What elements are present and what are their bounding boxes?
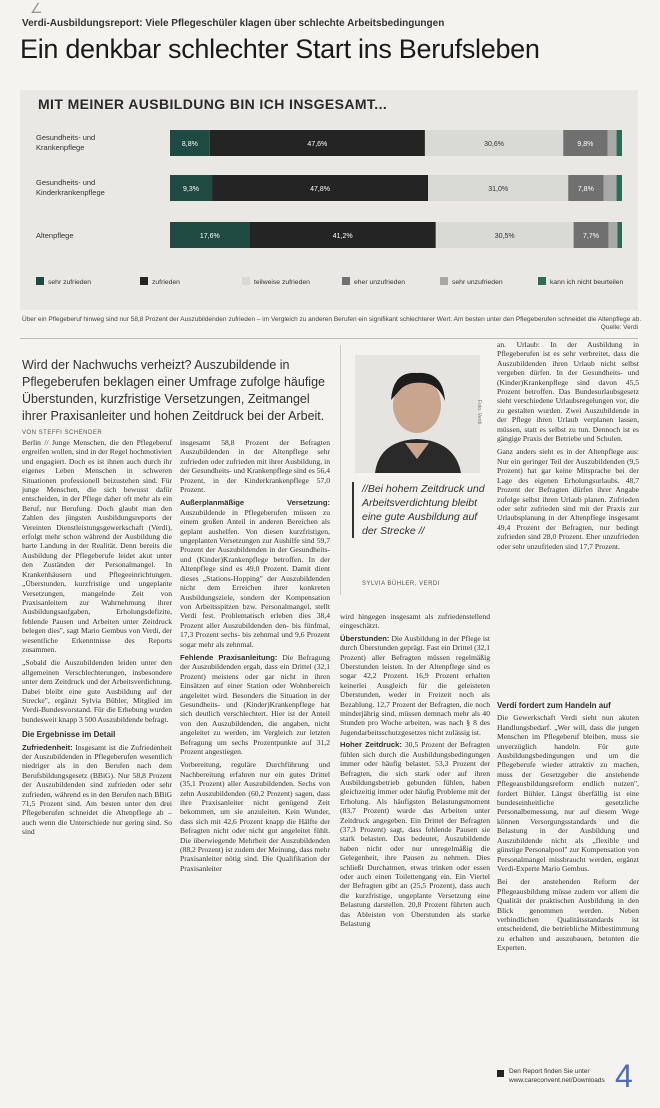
- paragraph: [180, 653, 330, 756]
- pull-quote: //Bei hohem Zeitdruck und Arbeitsverdichtung bleibt eine gute Ausbildung auf der Strecke //: [352, 482, 492, 538]
- bar-segment: [603, 175, 616, 201]
- paragraph-label: Zufriedenheit:: [22, 742, 73, 752]
- category-label: Altenpflege: [36, 231, 74, 240]
- subheading: Verdi fordert zum Handeln auf: [497, 701, 611, 710]
- legend-label: sehr zufrieden: [48, 279, 92, 286]
- paragraph-label: Außerplanmäßige Versetzung:: [180, 498, 330, 508]
- legend-swatch: [140, 277, 148, 285]
- paragraph-label: Fehlende Praxisanleitung:: [180, 652, 278, 662]
- data-label: 9,8%: [577, 141, 594, 148]
- paragraph: Berlin // Junge Menschen, die den Pflegeberuf ergreifen wollen, sind in der Regel hochmotiviert und engagiert. Doch es ist ihnen auch durch ihr eigenes Leben Menschen in schweren Situationen professionell beizustehen sind. Für junge Menschen, die sich bewusst dafür entscheiden, in der Pflege daher oft mehr als ein Beruf, nur Berufung. Doch glaubt man den Zahlen des jüngsten Ausbildungsreports der Vereinten Dienstleistungsgewerkschaft (Verdi), erfolgt mehr schon während der Ausbildung die harte Landung in der Realität. Denn bereits die Ausbildung der Pflegeberufe leidet akut unter den Zuständen der Personalmangel. In Krankenhäusern und Pflegeeinrichtungen. „Überstunden, kurzfristige und ungeplante Versetzungen, mangelnde Zeit von Praxisanleitern zur Wahrnehmung ihrer Ausbildungsaufgaben, Erholungsdefizite, fehlende Pausen und Arbeiten unter Zeitdruck belegen dies", sagt Mario Gembus von Verdi, der wesentliche Erkenntnisse des Reports zusammen.: [22, 438, 172, 654]
- page-number: 4: [615, 1058, 633, 1094]
- subheading: Die Ergebnisse im Detail: [22, 730, 116, 740]
- paragraph: Ganz anders sieht es in der Altenpflege aus: Nur ein geringer Teil der Auszubildenden (9,5 Prozent) hat gar keine Mitsprache bei der Lage des eigenen Erholungsurlaubs. 48,7 Prozent der Befragten dürfen ihrer Angabe zufolge selbst ihren Urlaub planen. Zufrieden oder sehr zufrieden sind mit der Praxis zur Urlaubsplanung in der Altenpflege insgesamt 49,4 Prozent der Befragten, nur bedingt zufrieden sind 28,0 Prozent. Eher unzufrieden oder sehr unzufrieden sind 17,7 Prozent.: [497, 447, 639, 551]
- category-label: Gesundheits- und Krankenpflege: [36, 133, 96, 152]
- legend-label: kann ich nicht beurteilen: [550, 279, 624, 286]
- article-column-2: [180, 438, 330, 1078]
- kicker: Verdi-Ausbildungsreport: Viele Pflegeschüler klagen über schlechte Arbeitsbedingungen: [22, 18, 445, 29]
- portrait-image: [355, 355, 480, 473]
- paragraph: insgesamt 58,8 Prozent der Befragten Auszubildenden in der Altenpflege sehr zufrieden oder zufrieden mit ihrer Ausbildung, in der Gesundheits- und Krankenpflege sind es 56,4 Prozent, in der Kinderkrankenpflege 57,0 Prozent.: [180, 438, 330, 495]
- photo-credit: Foto: Verdi: [476, 400, 482, 425]
- divider: [20, 338, 638, 339]
- paragraph-text: Die Ausbildung in der Pflege ist durch Überstunden geprägt. Fast ein Drittel (32,1 Prozent) aller Befragten müssen regelmäßig Überstunden leisten. In der Altenpflege sind es sogar 42,2 Prozent. 16,9 Prozent erhalten keinerlei Ausgleich für die geleisteten Überstunden, weder in Freizeit noch als Bezahlung. 12,7 Prozent der Befragten, die noch minderjährig sind, müssen demnach mehr als 40 Stunden pro Woche arbeiten, was nach § 8 des Jugendarbeitsschutzgesetzes nicht zulässig ist.: [340, 633, 490, 737]
- legend-label: sehr unzufrieden: [452, 279, 503, 286]
- bar-segment: [617, 222, 622, 248]
- legend-swatch: [242, 277, 250, 285]
- paragraph: wird hingegen insgesamt als zufriedenstellend eingeschätzt.: [340, 612, 490, 631]
- legend-label: eher unzufrieden: [354, 279, 406, 286]
- data-label: 7,7%: [583, 233, 600, 240]
- legend-swatch: [342, 277, 350, 285]
- data-label: 7,8%: [577, 186, 594, 193]
- data-label: 47,8%: [310, 186, 330, 193]
- stacked-bar-chart: [20, 90, 638, 310]
- paragraph: Die Gewerkschaft Verdi sieht nun akuten Handlungsbedarf. „Wer will, dass die jungen Menschen im Pflegeberuf bleiben, muss sie unverzüglich handeln. Für gute Ausbildungsbedingungen und um die Pflegeberufe wieder attraktiv zu machen, muss der Gesetzgeber die anstehende Pflegeausbildungsreform endlich nutzen", fordert Bühler. Längst überfällig ist eine bundeseinheitliche gesetzliche Personalbemessung, nur auf diesem Wege können Versorgungsstandards und die Belastung in der Ausbildung und Auszubildende nicht als „flexible und günstige Personalpool" zur Kompensation von Personalmangel missbraucht werden, ergänzt Verdi-Experte Mario Gembus.: [497, 713, 639, 873]
- paragraph: [22, 743, 172, 837]
- paragraph: „Sobald die Auszubildenden leiden unter den allgemeinen Verschlechterungen, insbesondere unter dem Zeitdruck und der Arbeitsverdichtung. Dabei bleibt eine gute Ausbildung auf der Strecke", ergänzt Sylvia Bühler, Mitglied im Verdi-Bundesvorstand. Für die Erhebung wurden bundesweit knapp 3 500 Auszubildende befragt.: [22, 658, 172, 724]
- data-label: 17,6%: [199, 233, 220, 240]
- author-byline: VON STEFFI SCHENDER: [22, 430, 103, 436]
- chart-caption: Über ein Pflegeberuf hinweg sind nur 58,8 Prozent der Auszubildenden zufrieden – im Vergleich zu anderen Berufen ein signifikant schlechterer Wert. Am besten unter den Pflegeberufen schneidet die Altenpflege ab.: [22, 316, 642, 323]
- article-column-3: [340, 612, 490, 1102]
- legend-swatch: [36, 277, 44, 285]
- corner-mark: ∠: [30, 0, 43, 16]
- headline: Ein denkbar schlechter Start ins Berufsleben: [20, 34, 540, 64]
- chart-title: MIT MEINER AUSBILDUNG BIN ICH INSGESAMT...: [38, 96, 388, 112]
- paragraph-text: 30,5 Prozent der Befragten fühlen sich durch die Ausbildungsbedingungen immer oder häufig belastet. 53,3 Prozent der Befragten, die sich stark oder auf ihren Ausbildungsbetrieb gebunden fühlen, haben gleichzeitig immer oder häufig Probleme mit der Erholung. Als häufigsten Belastungsmoment (83,7 Prozent) wurde das Arbeiten unter Zeitdruck angegeben. Ein Drittel der Befragten (37,3 Prozent) sagt, dass fehlende Pausen sie stark belasten. Das bedeutet, Auszubildende haben nicht oder nur unregelmäßig die Gelegenheit, ihre Pausen zu nehmen. Dies schließt Durchatmen, etwas trinken oder essen oder auch einen Toilettengang ein. Ein Viertel der Befragten gibt an (25,5 Prozent), dass auch die kurzfristige, ungeplante Versetzung eine Belastung darstellen. 20,8 Prozent führten auch das Ableisten von Überstunden als starke Belastung: [340, 740, 490, 928]
- paragraph-label: Hoher Zeitdruck:: [340, 740, 402, 750]
- article-column-4-lower: [497, 695, 639, 1070]
- legend-swatch: [440, 277, 448, 285]
- bar-segment: [617, 175, 622, 201]
- article-column-1: [22, 438, 172, 1078]
- legend-label: zufrieden: [152, 279, 180, 286]
- category-label: Gesundheits- und Kinderkrankenpflege: [36, 178, 105, 197]
- legend-swatch: [538, 277, 546, 285]
- photo-divider: [340, 345, 341, 595]
- article-column-4: [497, 340, 639, 670]
- chart-source: Quelle: Verdi: [600, 324, 638, 331]
- bar-segment: [608, 130, 617, 156]
- author-photo: [355, 355, 480, 473]
- paragraph-text: Die Befragung der Auszubildenden ergab, dass ein Drittel (32,1 Prozent) meistens oder gar nicht in ihren Einsätzen auf einer Station oder Wohnbereich angeleitet wird. Besonders die Situation in der Gesundheits- und (Kinder)Krankenpflege hat sich deutlich verschlechtert. Hier ist der Anteil von den Auszubildenden, die angaben, nicht angeleitet zu werden, im Vergleich zur letzten Befragung um sechs Prozentpunkte auf 31,2 Prozent angestiegen.: [180, 652, 330, 756]
- bullet-square-icon: [497, 1070, 504, 1077]
- paragraph: Vorbereitung, reguläre Durchführung und Nachbereitung erfahren nur ein gutes Drittel (35,1 Prozent) aller Auszubildenden. Sechs von zehn Auszubildenden (60,2 Prozent) sagen, dass ihre Praxisanleiter nicht genügend Zeit bekommen, um sie anzuleiten. Kein Wunder, dass sich mit 42,6 Prozent knapp die Hälfte der Befragten nicht oder nicht gut angeleitet fühlt. Die überwiegende Mehrheit der Auszubildenden (88,2 Prozent) ist zudem der Meinung, dass mehr Praxisanleiter nötig sind. Die Qualifikation der Praxisanleiter: [180, 760, 330, 873]
- bar-segment: [608, 222, 617, 248]
- paragraph: [340, 740, 490, 928]
- paragraph-label: Überstunden:: [340, 633, 390, 643]
- paragraph: an. Urlaub: In der Ausbildung in Pflegeberufen ist es sehr verbreitet, dass die Auszubildenden ihren Urlaub nicht selbst vergeben dürfen. In der Gesundheits- und (Kinder)Krankenpflege sind davon 45,5 Prozent betroffen. Das Bundesurlaubsgesetz sieht verschiedene Urlaubsregelungen vor, die zu gestalten wurden. Zwei Auszubildende in der Pflege ihren Urlaub verplanen lassen, müssen, statt es selbst zu tun. Dennoch ist es gängige Praxis der Betriebe und Schulen.: [497, 340, 639, 444]
- data-label: 8,8%: [181, 141, 198, 148]
- paragraph-text: Auszubildende in Pflegeberufen müssen zu einem großen Anteil in anderen Bereichen als geplant aushelfen. Von diesen kurzfristigen, ungeplanten Versetzungen zur Aushilfe sind 59,7 Prozent der Auszubildenden in der Gesundheits- und (Kinder)Krankenpflege betroffen. In der Altenpflege sind es 49,0 Prozent. Damit dient dieses „Stations-Hopping" der Auszubildenden nicht dem Erreichen ihrer konkreten Ausbildungsziele, sondern der Kompensation von Arbeitsspitzen bzw. Personalmangel, stellt Verdi fest. Problematisch erleben dies 38,4 Prozent aller Auszubildenden den- bis fünfmal, 17,3 Prozent sechs- bis zehnmal und 9,6 Prozent sogar mehr als zehnmal.: [180, 507, 330, 649]
- chart-box: [20, 90, 638, 310]
- data-label: 9,3%: [183, 186, 200, 193]
- bar-segment: [617, 130, 622, 156]
- data-label: 30,6%: [484, 141, 505, 148]
- paragraph: [180, 498, 330, 649]
- paragraph: [340, 634, 490, 737]
- paragraph: Bei der anstehenden Reform der Pflegeausbildung müsse zudem vor allem die Qualität der praktischen Ausbildung in den Blick genommen werden. Neben verbindlichen Qualitätsstandards ist entscheidend, die betriebliche Mitbestimmung zu erhalten und auszubauen, betonten die Experten.: [497, 877, 639, 953]
- footer-text: Den Report finden Sie unter www.careconvent.net/Downloads: [509, 1068, 605, 1084]
- data-label: 47,6%: [307, 141, 328, 148]
- data-label: 31,0%: [488, 186, 509, 193]
- data-label: 30,5%: [494, 233, 515, 240]
- legend-label: teilweise zufrieden: [254, 279, 310, 286]
- lead-paragraph: Wird der Nachwuchs verheizt? Auszubildende in Pflegeberufen beklagen einer Umfrage zufolge häufige Überstunden, kurzfristige Versetzungen, Zeitmangel ihrer Praxisanleiter und hohen Zeitdruck bei der Arbeit.: [22, 358, 325, 423]
- data-label: 41,2%: [332, 233, 353, 240]
- paragraph-text: Insgesamt ist die Zufriedenheit der Auszubildenden in Pflegeberufen wesentlich niedriger als in den Berufen nach dem Berufsbildungsgesetz (BBiG). Nur 58,8 Prozent der Auszubildenden sind zufrieden oder sehr zufrieden, während es in den Berufen nach BBiG 71,5 Prozent sind. Am besten unter den drei Pflegeberufen schneidet die Altenpflege ab – auch wenn die Unterschiede nur gering sind. So sind: [22, 742, 172, 837]
- quote-author: SYLVIA BÜHLER, VERDI: [362, 581, 440, 587]
